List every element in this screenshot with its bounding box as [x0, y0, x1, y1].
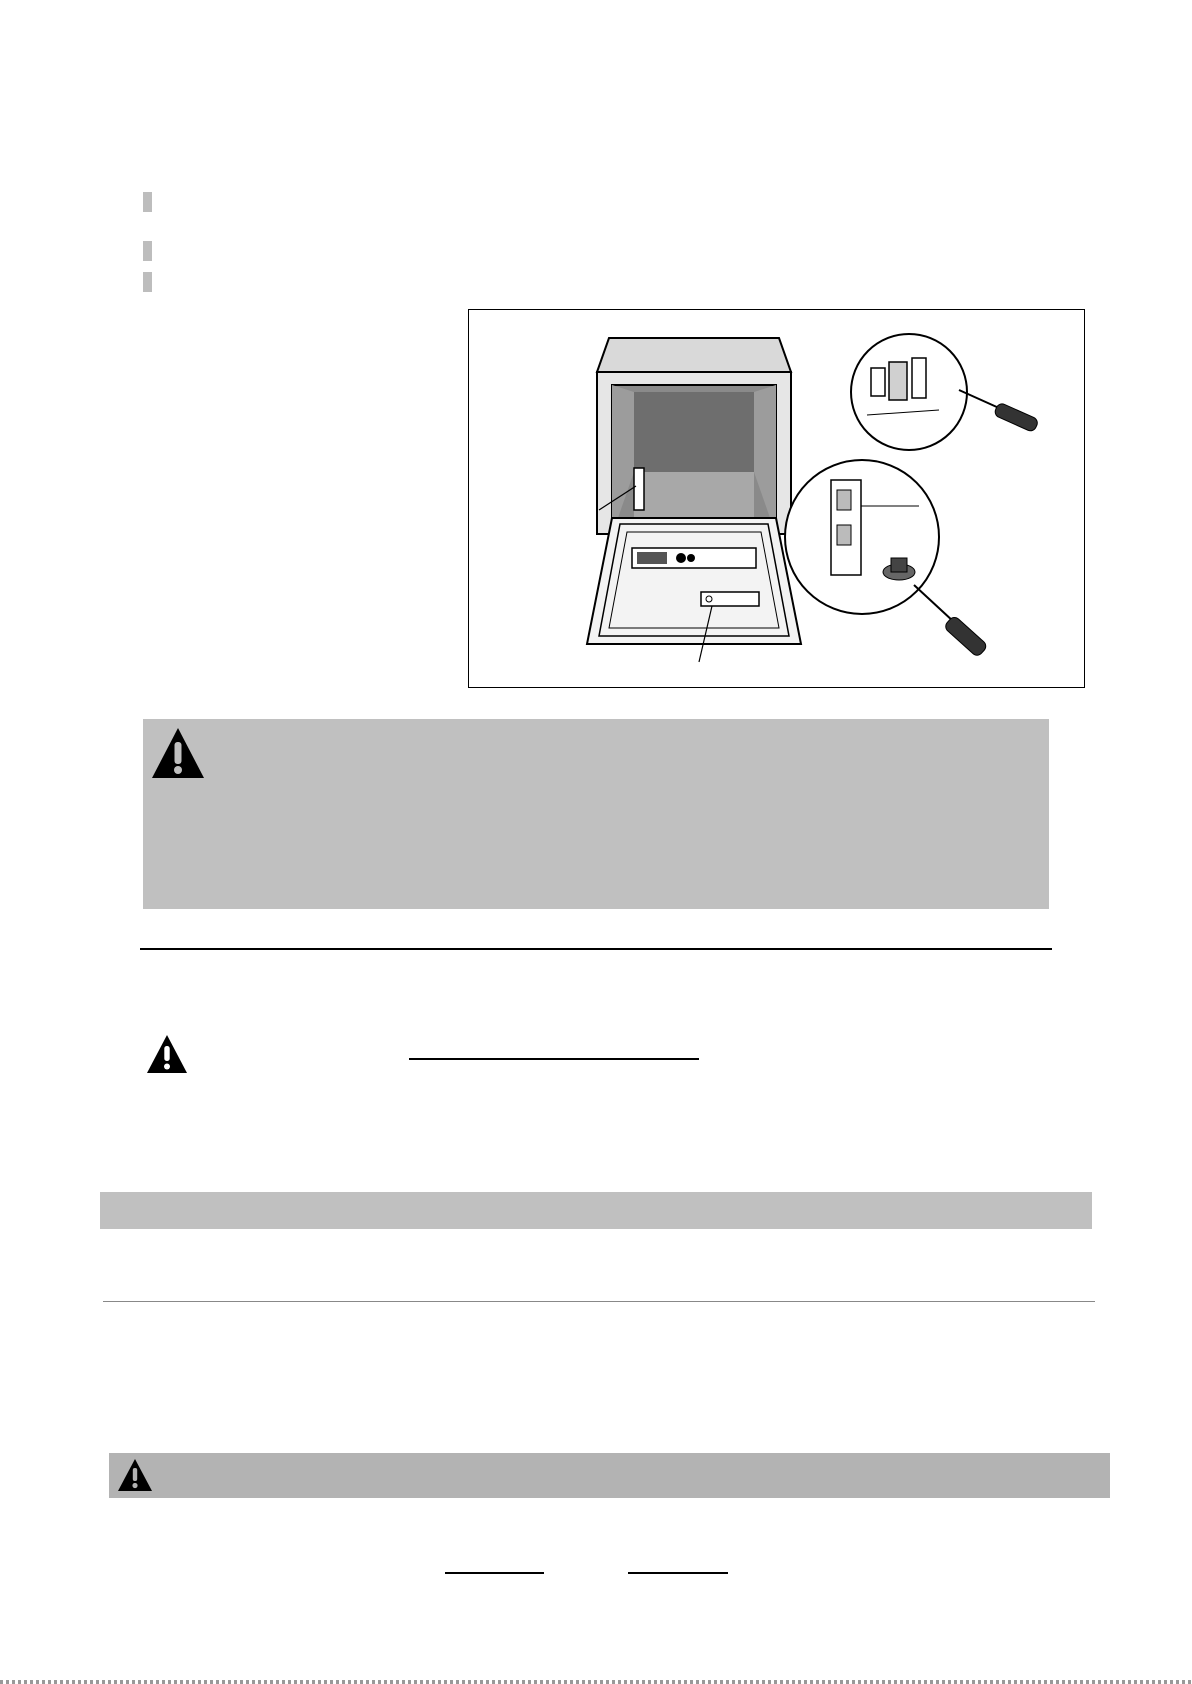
list-bullet-1 — [143, 192, 152, 212]
underline-mark-2 — [628, 1572, 728, 1574]
warning-box — [143, 719, 1049, 909]
list-bullet-2 — [143, 241, 152, 261]
warning-triangle-icon — [150, 726, 206, 780]
installation-figure — [468, 309, 1085, 688]
underline-link — [409, 1058, 699, 1060]
list-bullet-3 — [143, 272, 152, 292]
warning-bar — [109, 1453, 1110, 1498]
screwdriver-icon — [914, 585, 988, 658]
screwdriver-icon — [959, 390, 1039, 433]
section-divider — [140, 948, 1052, 950]
warning-triangle-icon — [117, 1458, 153, 1492]
warning-triangle-icon — [146, 1034, 188, 1074]
thin-divider — [103, 1301, 1095, 1302]
page-bottom-edge — [0, 1680, 1192, 1684]
dishwasher-illustration — [469, 310, 1084, 687]
underline-mark-1 — [445, 1572, 544, 1574]
section-header-bar — [100, 1192, 1092, 1229]
